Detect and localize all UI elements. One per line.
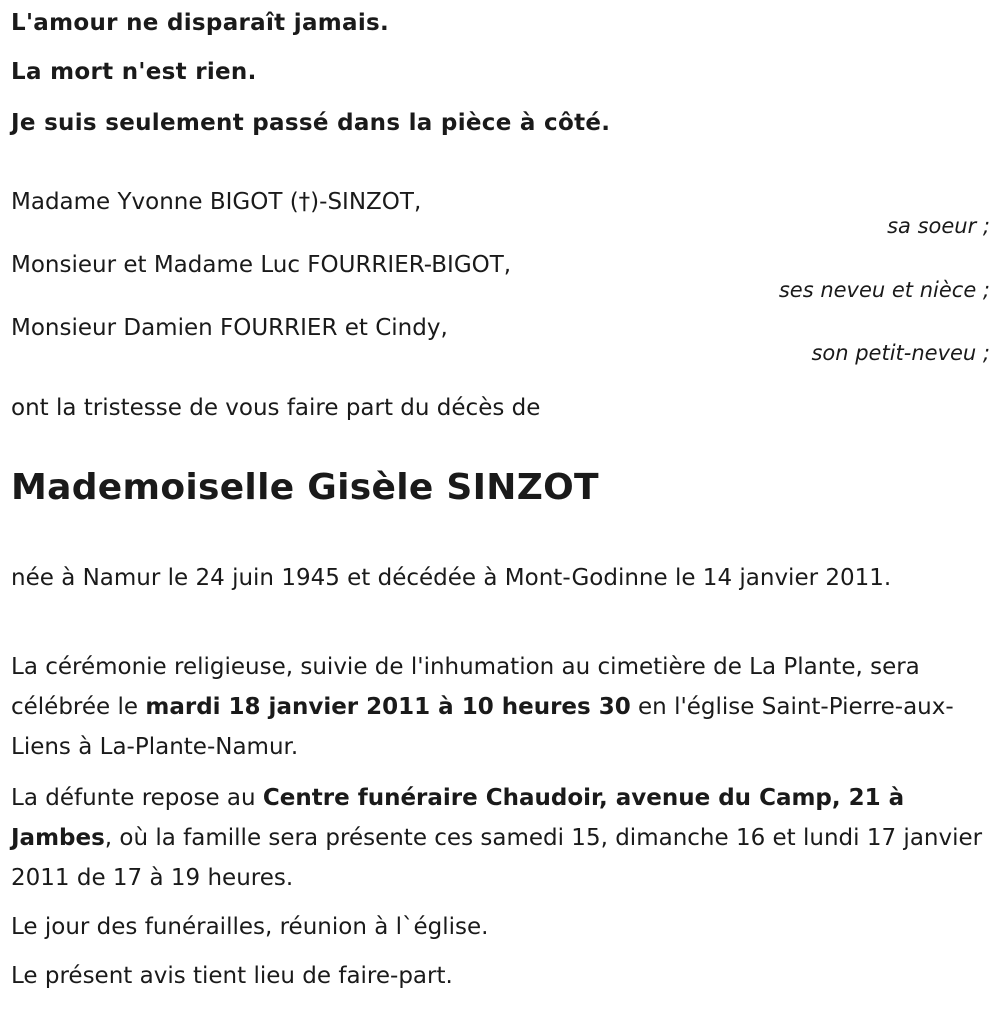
repose-paragraph xyxy=(11,778,996,898)
ceremony-datetime: mardi 18 janvier 2011 à 10 heures 30 xyxy=(145,694,631,720)
funeral-day-paragraph: Le jour des funérailles, réunion à l`église. xyxy=(11,914,489,940)
deceased-name: Mademoiselle Gisèle SINZOT xyxy=(11,467,599,508)
visiting-hours: , où la famille sera présente ces samedi 15, dimanche 16 et lundi 17 janvier 2011 de 17 à 19 heures. xyxy=(11,825,983,891)
funeral-home-address: Centre funéraire Chaudoir, avenue du Camp, 21 à Jambes xyxy=(11,785,905,851)
ceremony-paragraph xyxy=(11,647,996,767)
mourner-relation: ses neveu et nièce ; xyxy=(778,278,990,302)
notice-paragraph: Le présent avis tient lieu de faire-part. xyxy=(11,963,453,989)
quote-line-2: La mort n'est rien. xyxy=(11,59,257,85)
quote-line-1: L'amour ne disparaît jamais. xyxy=(11,10,390,36)
mourner-name: Monsieur Damien FOURRIER et Cindy, xyxy=(11,315,448,341)
ceremony-text: La cérémonie religieuse, suivie de l'inhumation au cimetière de La Plante, sera célébrée le xyxy=(11,654,920,720)
birth-death-paragraph: née à Namur le 24 juin 1945 et décédée à Mont-Godinne le 14 janvier 2011. xyxy=(11,565,892,591)
ceremony-location: en l'église Saint-Pierre-aux-Liens à La-Plante-Namur. xyxy=(11,694,954,760)
mourner-name: Monsieur et Madame Luc FOURRIER-BIGOT, xyxy=(11,252,512,278)
mourner-name: Madame Yvonne BIGOT (†)-SINZOT, xyxy=(11,189,422,215)
repose-text: La défunte repose au xyxy=(11,785,263,811)
mourner-relation: son petit-neveu ; xyxy=(811,341,990,365)
mourner-relation: sa soeur ; xyxy=(887,214,990,238)
quote-line-3: Je suis seulement passé dans la pièce à côté. xyxy=(11,110,611,136)
announcement-text: ont la tristesse de vous faire part du décès de xyxy=(11,395,541,421)
